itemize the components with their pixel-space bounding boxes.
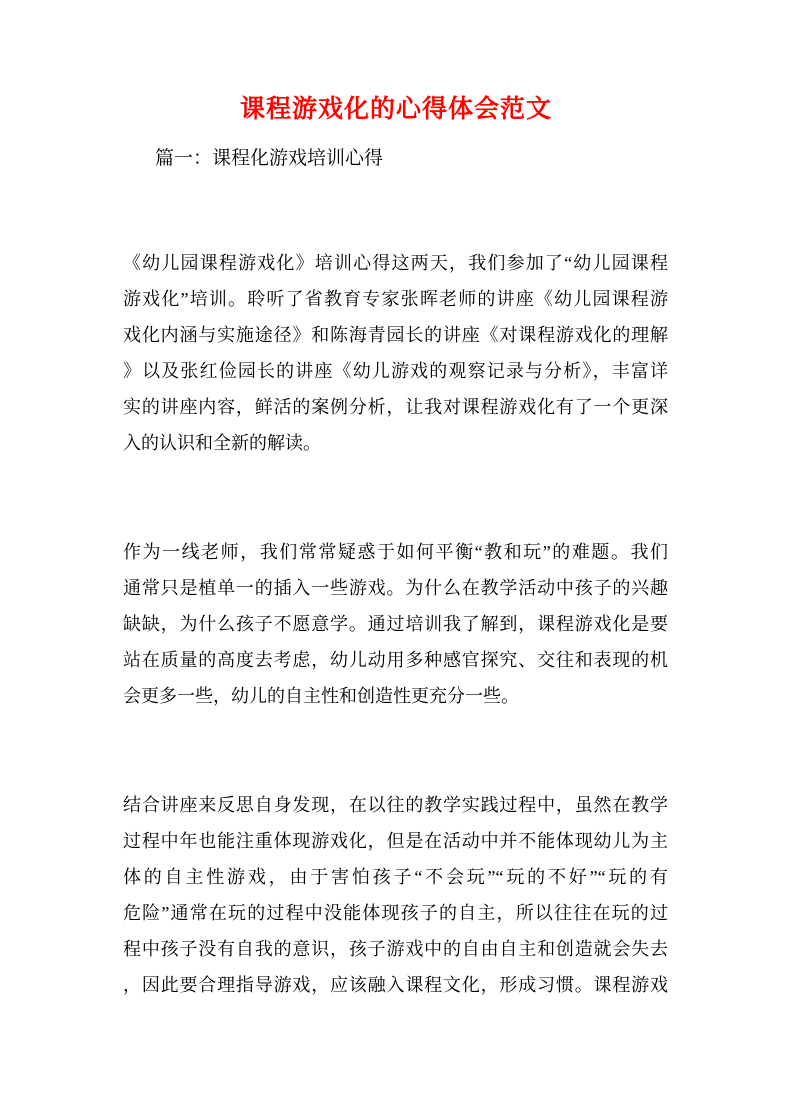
paragraph-line: 戏化内涵与实施途径》和陈海青园长的讲座《对课程游戏化的理解 <box>123 325 668 345</box>
paragraph-line: 入的认识和全新的解读。 <box>123 433 321 453</box>
paragraph-line: 缺缺，为什么孩子不愿意学。通过培训我了解到，课程游戏化是要 <box>123 614 668 634</box>
paragraph-line: 游戏化”培训。聆听了省教育专家张晖老师的讲座《幼儿园课程游 <box>123 289 668 309</box>
paragraph-3 <box>123 787 668 1003</box>
paragraph-line: 作为一线老师，我们常常疑惑于如何平衡“教和玩”的难题。我们 <box>123 542 668 562</box>
document-body <box>123 245 668 1003</box>
paragraph-line: 程中孩子没有自我的意识，孩子游戏中的自由自主和创造就会失去 <box>123 939 668 959</box>
paragraph-line: 站在质量的高度去考虑，幼儿动用多种感官探究、交往和表现的机 <box>123 650 668 670</box>
paragraph-line: 》以及张红俭园长的讲座《幼儿游戏的观察记录与分析》，丰富详 <box>123 361 668 381</box>
paragraph-line: 体的自主性游戏，由于害怕孩子“不会玩”“玩的不好”“玩的有 <box>123 867 668 887</box>
paragraph-line: 会更多一些，幼儿的自主性和创造性更充分一些。 <box>123 686 519 706</box>
paragraph-line: 实的讲座内容，鲜活的案例分析，让我对课程游戏化有了一个更深 <box>123 397 668 417</box>
paragraph-line: 通常只是植单一的插入一些游戏。为什么在教学活动中孩子的兴趣 <box>123 578 668 598</box>
document-subtitle: 篇一：课程化游戏培训心得 <box>155 148 384 169</box>
document-title: 课程游戏化的心得体会范文 <box>239 96 552 123</box>
paragraph-line: 《幼儿园课程游戏化》培训心得这两天，我们参加了“幼儿园课程 <box>123 253 668 273</box>
paragraph-2 <box>123 534 668 714</box>
paragraph-line: 过程中年也能注重体现游戏化，但是在活动中并不能体现幼儿为主 <box>123 831 668 851</box>
paragraph-line: 危险”通常在玩的过程中没能体现孩子的自主，所以往往在玩的过 <box>123 903 668 923</box>
paragraph-1 <box>123 245 668 461</box>
paragraph-line: ，因此要合理指导游戏，应该融入课程文化，形成习惯。课程游戏 <box>123 975 668 995</box>
paragraph-line: 结合讲座来反思自身发现，在以往的教学实践过程中，虽然在教学 <box>123 795 668 815</box>
